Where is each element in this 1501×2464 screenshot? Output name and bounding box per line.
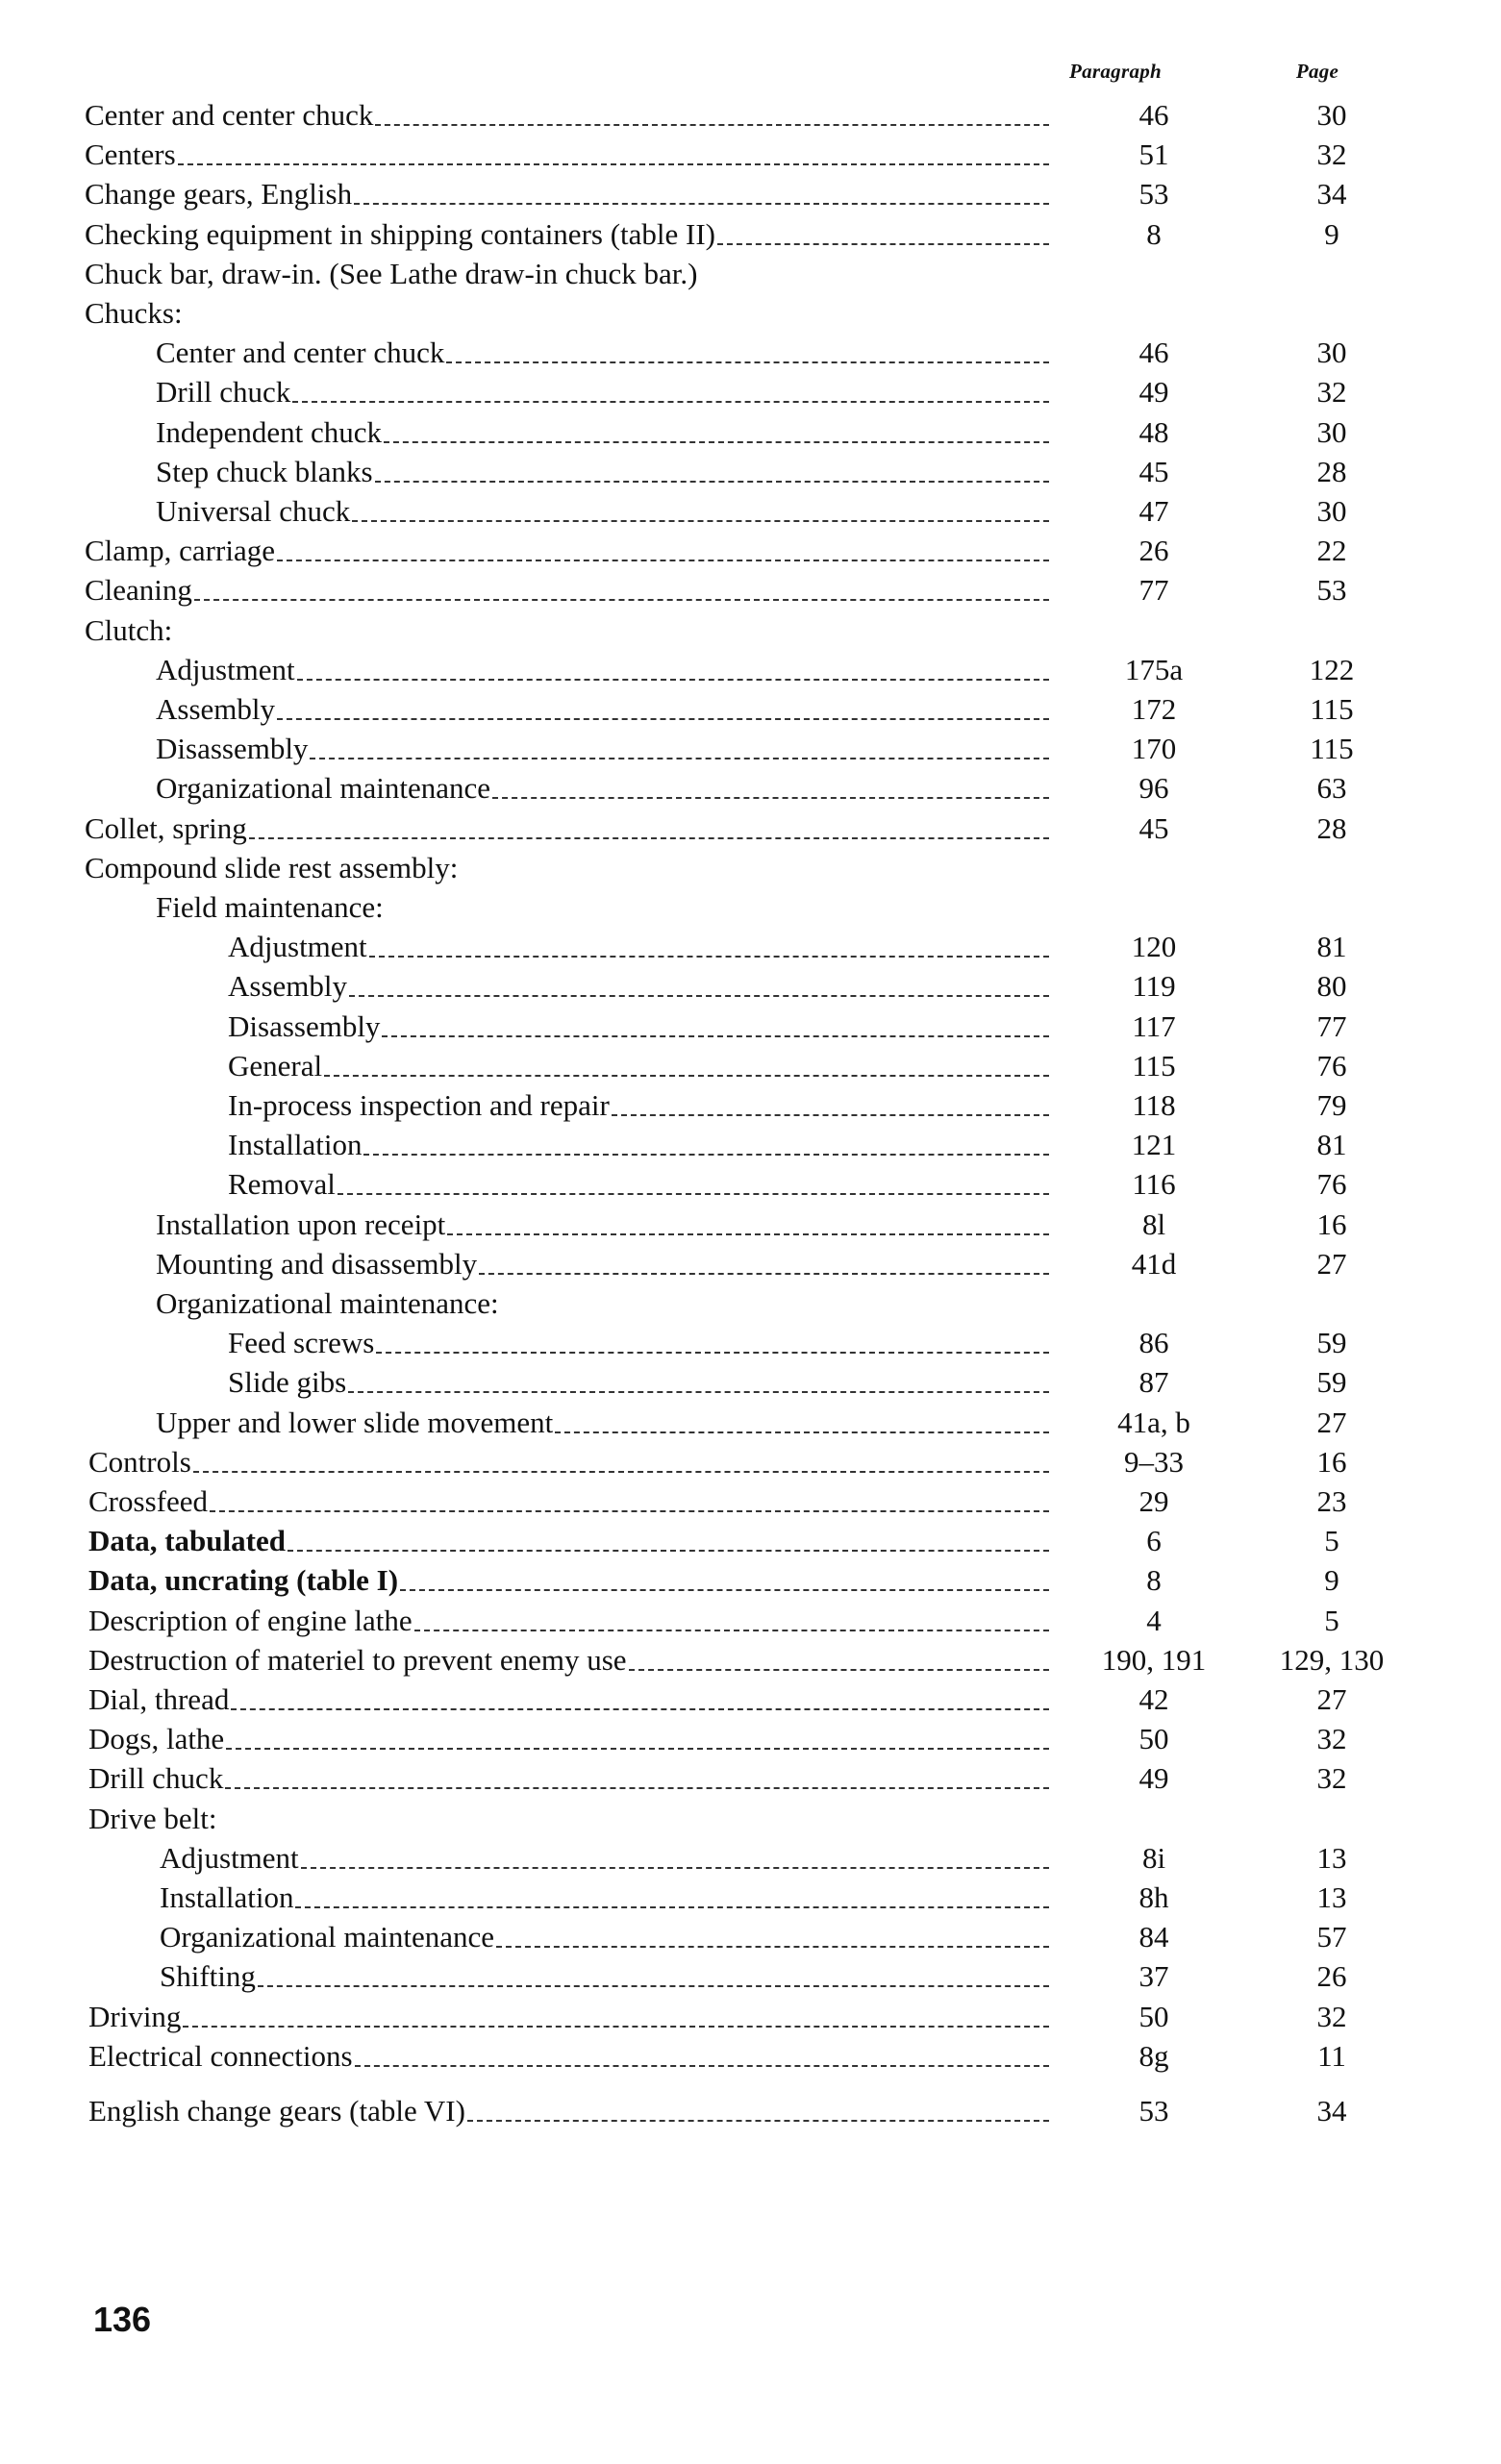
entry-page: 80 <box>1316 969 1347 1003</box>
entry-page: 57 <box>1316 1920 1347 1954</box>
index-entry <box>85 571 1063 610</box>
dot-leader <box>210 1508 1049 1512</box>
entry-page: 76 <box>1316 1049 1347 1083</box>
dot-leader <box>194 597 1049 601</box>
entry-paragraph: 49 <box>1138 1761 1169 1795</box>
entry-label: General <box>228 1049 323 1083</box>
entry-page: 22 <box>1316 534 1347 567</box>
dot-leader <box>375 122 1049 126</box>
entry-label: Clamp, carriage <box>85 534 275 567</box>
entry-label: Checking equipment in shipping containers (table II) <box>85 217 715 251</box>
entry-paragraph: 50 <box>1138 1722 1169 1755</box>
dot-leader <box>414 1628 1049 1631</box>
dot-leader <box>467 2118 1049 2122</box>
entry-paragraph: 48 <box>1138 415 1169 449</box>
entry-page: 32 <box>1316 1761 1347 1795</box>
dot-leader <box>354 201 1049 205</box>
entry-label: Installation upon receipt <box>156 1207 446 1241</box>
entry-paragraph: 190, 191 <box>1101 1643 1207 1677</box>
entry-paragraph: 8 <box>1146 1563 1162 1597</box>
index-entry <box>156 730 1063 768</box>
index-entry <box>228 1165 1063 1204</box>
paragraph-column-header: Paragraph <box>1068 60 1163 83</box>
dot-leader <box>352 518 1049 522</box>
entry-label: Independent chuck <box>156 415 382 449</box>
index-entry <box>156 492 1063 531</box>
entry-label: Installation <box>228 1128 363 1161</box>
dot-leader <box>400 1587 1049 1591</box>
entry-paragraph: 46 <box>1138 336 1169 369</box>
entry-paragraph: 170 <box>1131 732 1177 765</box>
index-entry <box>88 1561 1063 1600</box>
index-entry <box>156 1404 1063 1442</box>
index-entry <box>156 888 1063 927</box>
entry-label: Compound slide rest assembly: <box>85 851 459 884</box>
entry-paragraph: 53 <box>1138 2094 1169 2128</box>
entry-page: 30 <box>1316 98 1347 132</box>
dot-leader <box>460 877 1049 879</box>
index-entry <box>156 1284 1063 1323</box>
index-entry <box>156 373 1063 411</box>
entry-label: Mounting and disassembly <box>156 1247 478 1281</box>
entry-page: 16 <box>1316 1445 1347 1479</box>
page-number: 136 <box>93 2300 152 2339</box>
index-entry <box>228 1086 1063 1125</box>
index-entry <box>160 1839 1063 1878</box>
entry-label: Drill chuck <box>88 1761 224 1795</box>
dot-leader <box>717 241 1049 245</box>
entry-paragraph: 8g <box>1138 2039 1169 2073</box>
index-entry <box>88 1482 1063 1521</box>
entry-page: 81 <box>1316 930 1347 963</box>
dot-leader <box>288 1548 1049 1552</box>
index-entry <box>88 1800 1063 1838</box>
dot-leader <box>193 1469 1049 1473</box>
index-entry <box>228 1324 1063 1362</box>
entry-label: Electrical connections <box>88 2039 353 2073</box>
dot-leader <box>382 1033 1049 1037</box>
entry-paragraph: 119 <box>1132 969 1176 1003</box>
entry-page: 76 <box>1316 1167 1347 1201</box>
entry-page: 79 <box>1316 1088 1347 1122</box>
dot-leader <box>183 2024 1049 2028</box>
index-entry <box>88 2037 1063 2076</box>
dot-leader <box>338 1191 1049 1195</box>
entry-label: Center and center chuck <box>85 98 374 132</box>
entry-label: English change gears (table VI) <box>88 2094 465 2128</box>
entry-page: 34 <box>1316 2094 1347 2128</box>
dot-leader <box>446 360 1049 363</box>
dot-leader <box>301 1865 1049 1869</box>
entry-page: 122 <box>1309 653 1355 686</box>
entry-label: Dogs, lathe <box>88 1722 225 1755</box>
index-entry <box>156 690 1063 729</box>
entry-page: 30 <box>1316 336 1347 369</box>
entry-label: Data, uncrating (table I) <box>88 1563 399 1597</box>
entry-label: In-process inspection and repair <box>228 1088 610 1122</box>
entry-label: Controls <box>88 1445 191 1479</box>
entry-label: Drive belt: <box>88 1802 217 1835</box>
entry-page: 23 <box>1316 1484 1347 1518</box>
entry-paragraph: 4 <box>1146 1604 1162 1637</box>
entry-paragraph: 77 <box>1138 573 1169 607</box>
entry-label: Organizational maintenance: <box>156 1286 499 1320</box>
entry-page: 26 <box>1316 1959 1347 1993</box>
entry-paragraph: 117 <box>1132 1009 1176 1043</box>
entry-page: 77 <box>1316 1009 1347 1043</box>
entry-page: 59 <box>1316 1365 1347 1399</box>
dot-leader <box>174 639 1049 641</box>
entry-label: Disassembly <box>228 1009 381 1043</box>
entry-page: 5 <box>1324 1604 1339 1637</box>
entry-label: Drill chuck <box>156 375 291 409</box>
entry-paragraph: 9–33 <box>1124 1445 1184 1479</box>
entry-page: 115 <box>1310 732 1354 765</box>
index-entry <box>88 1998 1063 2036</box>
entry-label: Step chuck blanks <box>156 455 373 488</box>
entry-paragraph: 116 <box>1132 1167 1176 1201</box>
entry-paragraph: 8i <box>1141 1841 1166 1875</box>
index-entry <box>228 928 1063 966</box>
entry-page: 27 <box>1316 1247 1347 1281</box>
entry-paragraph: 26 <box>1138 534 1169 567</box>
entry-page: 28 <box>1316 811 1347 845</box>
index-entry <box>156 1206 1063 1244</box>
entry-paragraph: 37 <box>1138 1959 1169 1993</box>
entry-page: 13 <box>1316 1841 1347 1875</box>
index-entry <box>85 175 1063 213</box>
index-entry <box>228 1363 1063 1402</box>
entry-label: Change gears, English <box>85 177 353 211</box>
entry-label: Assembly <box>156 692 275 726</box>
index-entry <box>160 1918 1063 1956</box>
index-entry <box>85 532 1063 570</box>
dot-leader <box>384 439 1049 443</box>
entry-page: 81 <box>1316 1128 1347 1161</box>
dot-leader <box>349 993 1049 997</box>
entry-paragraph: 87 <box>1138 1365 1169 1399</box>
index-entry <box>88 1641 1063 1680</box>
entry-label: Organizational maintenance <box>160 1920 495 1954</box>
entry-paragraph: 47 <box>1138 494 1169 528</box>
entry-label: Clutch: <box>85 613 173 647</box>
entry-label: Description of engine lathe <box>88 1604 413 1637</box>
index-entry <box>85 136 1063 174</box>
entry-label: Universal chuck <box>156 494 351 528</box>
index-entry <box>85 294 1063 333</box>
index-entry <box>85 215 1063 254</box>
entry-page: 115 <box>1310 692 1354 726</box>
entry-paragraph: 45 <box>1138 811 1169 845</box>
dot-leader <box>258 1983 1049 1987</box>
entry-label: Driving <box>88 2000 182 2033</box>
entry-page: 63 <box>1316 771 1347 805</box>
dot-leader <box>376 1350 1049 1354</box>
index-entry <box>228 1047 1063 1085</box>
dot-leader <box>218 1828 1049 1829</box>
index-entry <box>85 255 1063 293</box>
index-entry <box>88 1680 1063 1719</box>
entry-label: Collet, spring <box>85 811 247 845</box>
dot-leader <box>295 1904 1049 1908</box>
dot-leader <box>348 1389 1049 1393</box>
entry-page: 30 <box>1316 494 1347 528</box>
entry-label: Assembly <box>228 969 347 1003</box>
entry-page: 53 <box>1316 573 1347 607</box>
index-entry <box>88 2092 1063 2130</box>
entry-page: 11 <box>1317 2039 1346 2073</box>
entry-paragraph: 45 <box>1138 455 1169 488</box>
entry-label: Shifting <box>160 1959 256 1993</box>
index-entry <box>88 1443 1063 1481</box>
dot-leader <box>492 795 1049 799</box>
entry-page: 32 <box>1316 137 1347 171</box>
entry-label: Data, tabulated <box>88 1524 286 1557</box>
index-entry <box>85 849 1063 887</box>
entry-paragraph: 49 <box>1138 375 1169 409</box>
entry-label: Organizational maintenance <box>156 771 491 805</box>
entry-label: Disassembly <box>156 732 309 765</box>
dot-leader <box>355 2063 1049 2067</box>
entry-paragraph: 84 <box>1138 1920 1169 1954</box>
entry-label: Slide gibs <box>228 1365 347 1399</box>
index-entry <box>228 1008 1063 1046</box>
entry-paragraph: 118 <box>1132 1088 1176 1122</box>
entry-page: 5 <box>1324 1524 1339 1557</box>
entry-page: 30 <box>1316 415 1347 449</box>
dot-leader <box>310 756 1049 759</box>
entry-label: Chuck bar, draw-in. (See Lathe draw-in chuck bar.) <box>85 257 698 290</box>
entry-label: Field maintenance: <box>156 890 384 924</box>
entry-paragraph: 120 <box>1131 930 1177 963</box>
entry-page: 32 <box>1316 1722 1347 1755</box>
index-entry <box>228 967 1063 1006</box>
index-entry <box>88 1522 1063 1560</box>
dot-leader <box>479 1271 1049 1275</box>
dot-leader <box>699 283 1049 285</box>
entry-paragraph: 8l <box>1141 1207 1166 1241</box>
dot-leader <box>185 322 1049 324</box>
index-entry <box>88 1602 1063 1640</box>
dot-leader <box>501 1312 1049 1314</box>
entry-label: Removal <box>228 1167 336 1201</box>
entry-paragraph: 172 <box>1131 692 1177 726</box>
entry-label: Dial, thread <box>88 1682 230 1716</box>
entry-page: 129, 130 <box>1279 1643 1385 1677</box>
dot-leader <box>226 1746 1049 1750</box>
index-entry <box>160 1957 1063 1996</box>
entry-label: Adjustment <box>156 653 295 686</box>
entry-paragraph: 175a <box>1124 653 1184 686</box>
entry-paragraph: 121 <box>1131 1128 1177 1161</box>
entry-label: Destruction of materiel to prevent enemy use <box>88 1643 627 1677</box>
dot-leader <box>292 399 1049 403</box>
entry-paragraph: 41a, b <box>1117 1406 1190 1439</box>
index-entry <box>156 413 1063 452</box>
entry-page: 32 <box>1316 2000 1347 2033</box>
entry-page: 16 <box>1316 1207 1347 1241</box>
entry-paragraph: 46 <box>1138 98 1169 132</box>
dot-leader <box>447 1232 1049 1235</box>
entry-paragraph: 53 <box>1138 177 1169 211</box>
entry-page: 9 <box>1324 217 1339 251</box>
dot-leader <box>277 716 1049 720</box>
entry-label: Chucks: <box>85 296 183 330</box>
index-entry <box>156 334 1063 372</box>
entry-page: 32 <box>1316 375 1347 409</box>
dot-leader <box>629 1667 1049 1671</box>
index-entry <box>156 651 1063 689</box>
entry-label: Cleaning <box>85 573 192 607</box>
index-entry <box>85 809 1063 848</box>
index-entry <box>156 1245 1063 1283</box>
dot-leader <box>375 479 1049 483</box>
dot-leader <box>555 1430 1049 1433</box>
entry-paragraph: 41d <box>1131 1247 1177 1281</box>
dot-leader <box>225 1785 1049 1789</box>
entry-paragraph: 50 <box>1138 2000 1169 2033</box>
entry-paragraph: 8h <box>1138 1880 1169 1914</box>
dot-leader <box>231 1706 1049 1710</box>
dot-leader <box>178 162 1049 165</box>
entry-label: Center and center chuck <box>156 336 445 369</box>
entry-page: 28 <box>1316 455 1347 488</box>
page-column-header: Page <box>1295 60 1339 83</box>
entry-paragraph: 51 <box>1138 137 1169 171</box>
entry-page: 13 <box>1316 1880 1347 1914</box>
entry-page: 9 <box>1324 1563 1339 1597</box>
entry-label: Crossfeed <box>88 1484 208 1518</box>
index-entry <box>85 96 1063 135</box>
index-entry <box>160 1879 1063 1917</box>
index-entry <box>85 611 1063 650</box>
entry-label: Adjustment <box>160 1841 299 1875</box>
index-entry <box>156 453 1063 491</box>
dot-leader <box>249 835 1049 839</box>
dot-leader <box>612 1112 1049 1116</box>
entry-page: 27 <box>1316 1406 1347 1439</box>
dot-leader <box>369 954 1049 958</box>
dot-leader <box>496 1944 1049 1948</box>
entry-paragraph: 8 <box>1146 217 1162 251</box>
index-entry <box>88 1720 1063 1758</box>
dot-leader <box>363 1152 1049 1156</box>
entry-label: Upper and lower slide movement <box>156 1406 554 1439</box>
dot-leader <box>297 677 1049 681</box>
index-entry <box>228 1126 1063 1164</box>
entry-paragraph: 6 <box>1146 1524 1162 1557</box>
dot-leader <box>277 558 1049 561</box>
index-entry <box>88 1759 1063 1798</box>
entry-label: Installation <box>160 1880 294 1914</box>
entry-page: 34 <box>1316 177 1347 211</box>
entry-paragraph: 29 <box>1138 1484 1169 1518</box>
entry-label: Adjustment <box>228 930 367 963</box>
entry-label: Feed screws <box>228 1326 375 1359</box>
entry-paragraph: 115 <box>1132 1049 1176 1083</box>
entry-label: Centers <box>85 137 176 171</box>
index-entry <box>156 769 1063 808</box>
entry-paragraph: 86 <box>1138 1326 1169 1359</box>
dot-leader <box>324 1073 1049 1077</box>
entry-paragraph: 96 <box>1138 771 1169 805</box>
entry-paragraph: 42 <box>1138 1682 1169 1716</box>
entry-page: 59 <box>1316 1326 1347 1359</box>
dot-leader <box>386 916 1049 918</box>
entry-page: 27 <box>1316 1682 1347 1716</box>
